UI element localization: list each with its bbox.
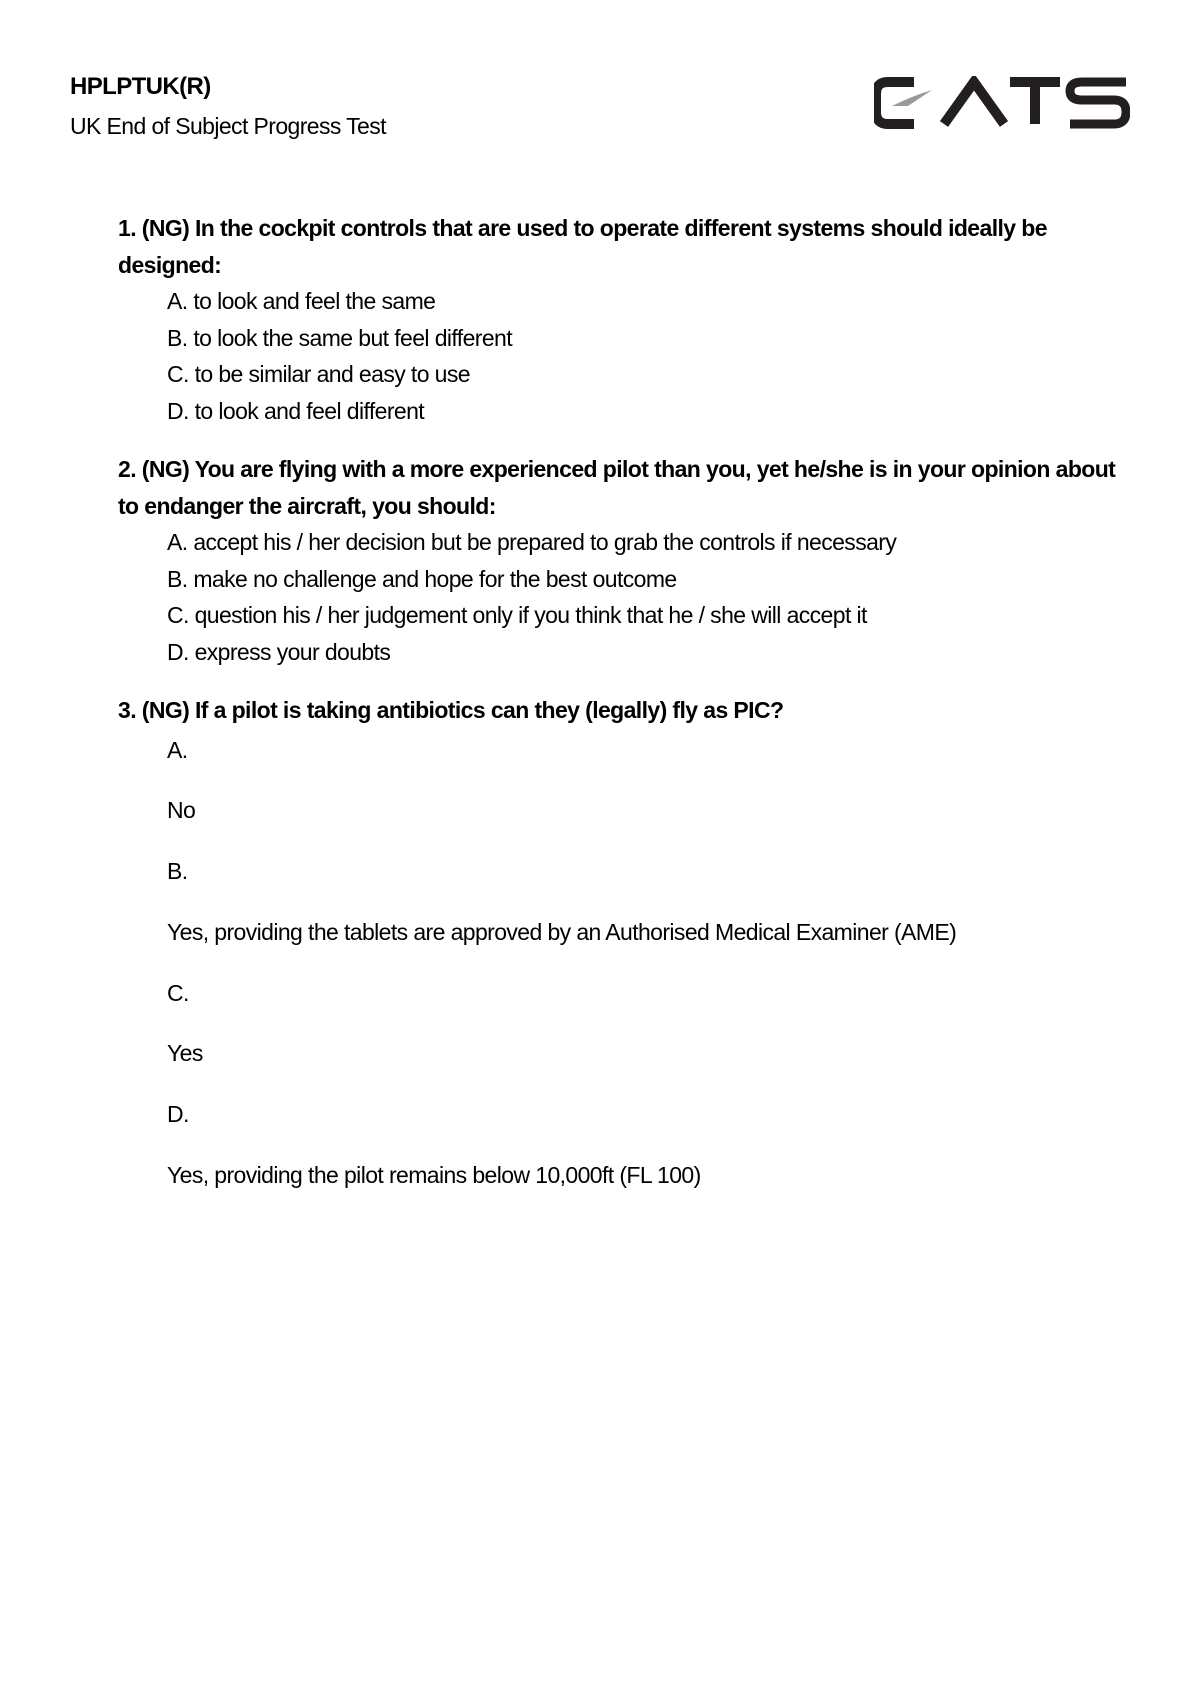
question-1 — [118, 210, 1138, 429]
option-b: B. make no challenge and hope for the best outcome — [167, 565, 677, 592]
question-text: 1. (NG) In the cockpit controls that are used to operate different systems should ideally be designed: — [118, 215, 1047, 278]
option-c-answer: Yes — [167, 1040, 203, 1067]
option-c: C. question his / her judgement only if you think that he / she will accept it — [167, 602, 867, 628]
option-b-answer: Yes, providing the tablets are approved by an Authorised Medical Examiner (AME) — [167, 918, 957, 945]
option-d-letter: D. — [167, 1101, 189, 1128]
option-a: A. accept his / her decision but be prepared to grab the controls if necessary — [167, 529, 897, 555]
question-text: 2. (NG) You are flying with a more experienced pilot than you, yet he/she is in your opinion about to endanger the aircraft, you should: — [118, 456, 1116, 519]
question-list — [118, 210, 1138, 1221]
cats-logo — [874, 76, 1130, 130]
question-2 — [118, 451, 1138, 670]
question-3 — [118, 692, 1138, 1190]
option-d: D. to look and feel different — [167, 397, 425, 424]
answer-options — [118, 735, 1138, 1191]
option-a-letter: A. — [167, 736, 188, 763]
option-c-letter: C. — [167, 979, 189, 1006]
option-d: D. express your doubts — [167, 638, 391, 665]
document-code: HPLPTUK(R) — [70, 73, 211, 100]
question-text: 3. (NG) If a pilot is taking antibiotics can they (legally) fly as PIC? — [118, 697, 784, 723]
option-c: C. to be similar and easy to use — [167, 361, 470, 387]
option-a: A. to look and feel the same — [167, 288, 436, 314]
answer-options — [118, 524, 1138, 670]
document-subtitle: UK End of Subject Progress Test — [70, 113, 386, 139]
answer-options — [118, 283, 1138, 429]
document-header — [70, 70, 1130, 150]
option-b-letter: B. — [167, 858, 188, 885]
option-d-answer: Yes, providing the pilot remains below 10,000ft (FL 100) — [167, 1162, 701, 1189]
option-a-answer: No — [167, 797, 196, 824]
option-b: B. to look the same but feel different — [167, 324, 512, 351]
